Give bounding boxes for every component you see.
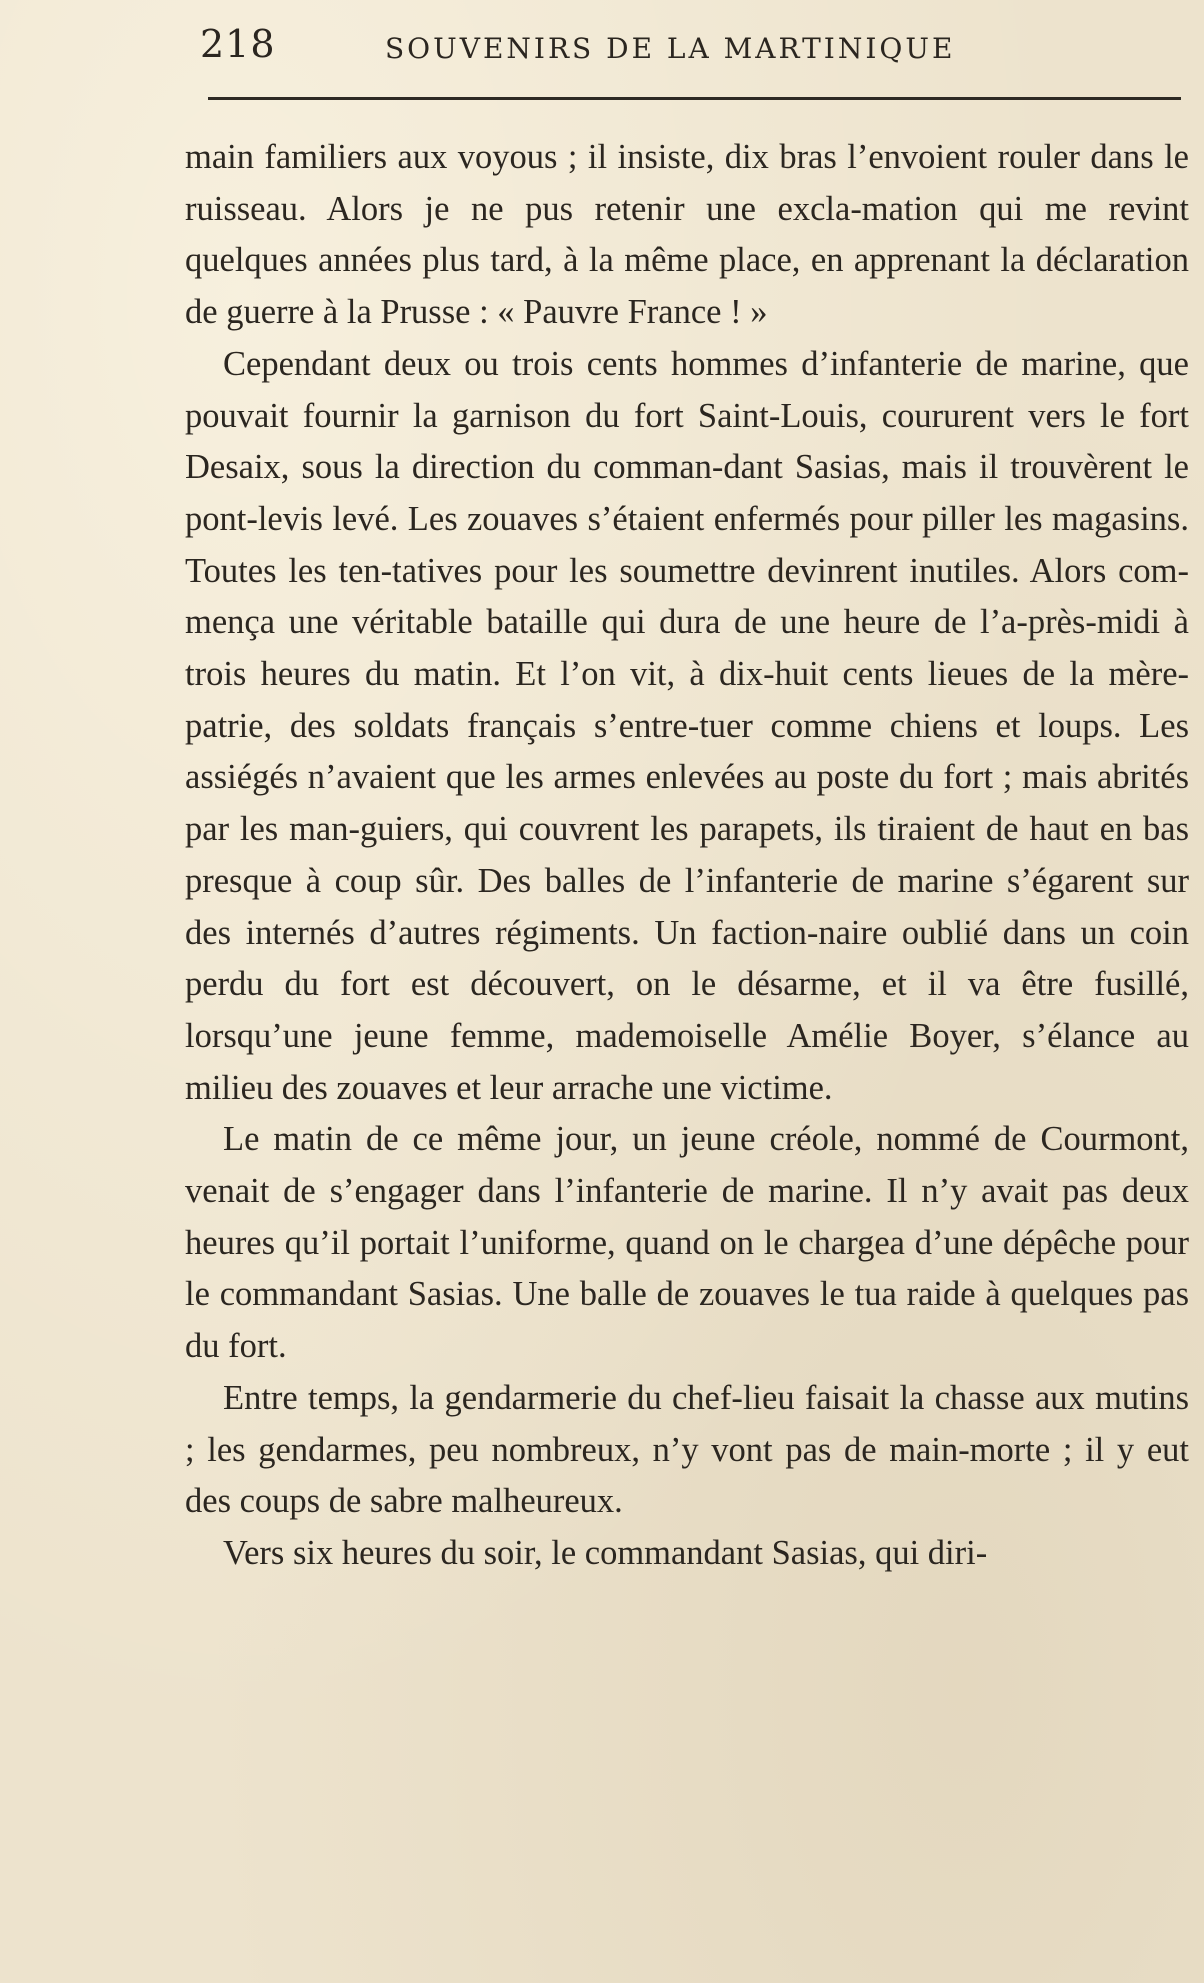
paragraph-battle: Cependant deux ou trois cents hommes d’infanterie de marine, que pouvait fournir la garnison du fort Saint-Louis, coururent vers le fort Desaix, sous la direction du comman-dant Sasias, mais il trouvèrent le pont-levis levé. Les zouaves s’étaient enfermés pour piller les magasins. Toutes les ten-tatives pour les soumettre devinrent inutiles. Alors com-mença une véritable bataille qui dura de une heure de l’a-près-midi à trois heures du matin. Et l’on vit, à dix-huit cents lieues de la mère-patrie, des soldats français s’entre-tuer comme chiens et loups. Les assiégés n’avaient que les armes enlevées au poste du fort ; mais abrités par les man-guiers, qui couvrent les parapets, ils tiraient de haut en bas presque à coup sûr. Des balles de l’infanterie de marine s’égarent sur des internés d’autres régiments. Un faction-naire oublié dans un coin perdu du fort est découvert, on le désarme, et il va être fusillé, lorsqu’une jeune femme, mademoiselle Amélie Boyer, s’élance au milieu des zouaves et leur arrache une victime. [185,344,1189,1107]
paragraph-evening: Vers six heures du soir, le commandant Sasias, qui diri- [223,1533,988,1572]
paragraph-continuation: main familiers aux voyous ; il insiste, dix bras l’envoient rouler dans le ruisseau. Alors je ne pus retenir une excla-mation qui me revint quelques années plus tard, à la même place, en apprenant la déclaration de guerre à la Prusse : « Pauvre France ! » [185,138,1189,332]
header-rule [208,97,1181,100]
paragraph-courmont: Le matin de ce même jour, un jeune créole, nommé de Courmont, venait de s’engager dans l’infanterie de marine. Il n’y avait pas deux heures qu’il portait l’uniforme, quand on le chargea d’une dépêche pour le commandant Sasias. Une balle de zouaves le tua raide à quelques pas du fort. [185,1120,1189,1366]
paragraph-gendarmerie: Entre temps, la gendarmerie du chef-lieu faisait la chasse aux mutins ; les gendarmes, peu nombreux, n’y vont pas de main-morte ; il y eut des coups de sabre malheureux. [185,1378,1189,1521]
body-text [185,132,1189,1580]
page-header [200,22,1185,82]
page-number: 218 [200,22,276,66]
running-title: SOUVENIRS DE LA MARTINIQUE [385,32,956,65]
